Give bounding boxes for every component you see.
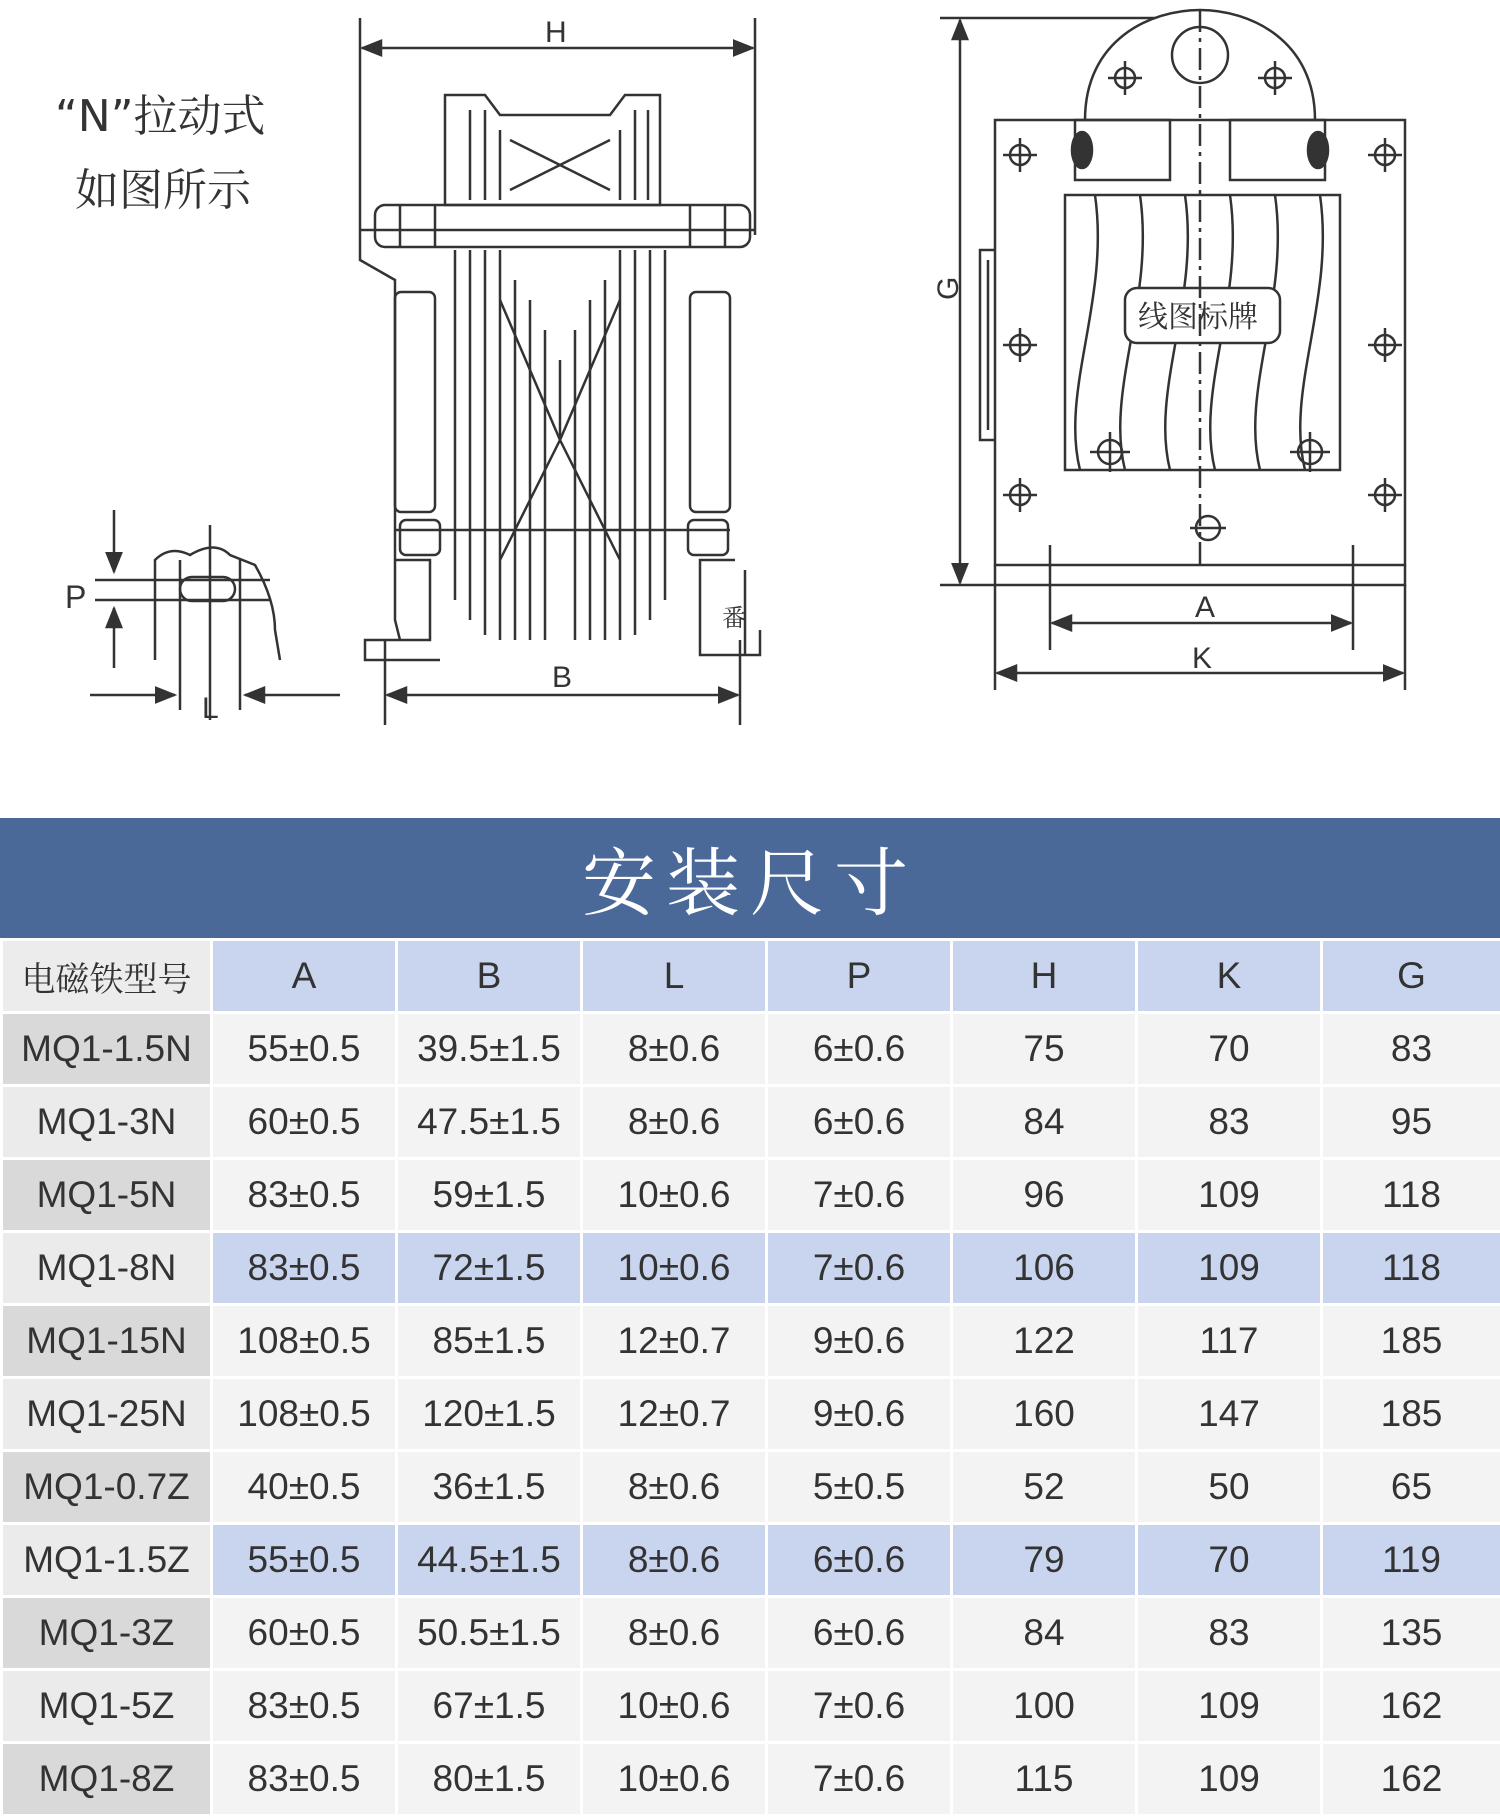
cell-l: 8±0.6	[582, 1597, 767, 1670]
cell-k: 117	[1137, 1305, 1322, 1378]
cell-k: 147	[1137, 1378, 1322, 1451]
table-row	[2, 1597, 1500, 1670]
cell-model: MQ1-5Z	[2, 1670, 212, 1743]
header-g: G	[1322, 940, 1500, 1013]
cell-l: 8±0.6	[582, 1524, 767, 1597]
side-view	[940, 10, 1405, 690]
cell-b: 72±1.5	[397, 1232, 582, 1305]
table-row	[2, 1305, 1500, 1378]
cell-h: 106	[952, 1232, 1137, 1305]
cell-a: 83±0.5	[212, 1159, 397, 1232]
cell-a: 60±0.5	[212, 1597, 397, 1670]
header-h: H	[952, 940, 1137, 1013]
table-row-highlighted	[2, 1524, 1500, 1597]
cell-a: 108±0.5	[212, 1305, 397, 1378]
cell-a: 40±0.5	[212, 1451, 397, 1524]
cell-k: 83	[1137, 1597, 1322, 1670]
cell-b: 59±1.5	[397, 1159, 582, 1232]
cell-g: 118	[1322, 1159, 1500, 1232]
cell-k: 109	[1137, 1232, 1322, 1305]
cell-l: 8±0.6	[582, 1013, 767, 1086]
dim-label-p: P	[65, 579, 86, 615]
cell-b: 36±1.5	[397, 1451, 582, 1524]
dim-label-k: K	[1192, 642, 1212, 675]
cell-g: 119	[1322, 1524, 1500, 1597]
cell-l: 10±0.6	[582, 1670, 767, 1743]
cell-g: 185	[1322, 1378, 1500, 1451]
cell-h: 122	[952, 1305, 1137, 1378]
cell-h: 84	[952, 1597, 1137, 1670]
cell-b: 39.5±1.5	[397, 1013, 582, 1086]
drawing-caption	[55, 80, 266, 228]
header-b: B	[397, 940, 582, 1013]
table-header-row	[2, 940, 1500, 1013]
cell-l: 8±0.6	[582, 1086, 767, 1159]
cell-p: 7±0.6	[767, 1232, 952, 1305]
cell-l: 10±0.6	[582, 1232, 767, 1305]
table-row	[2, 1013, 1500, 1086]
slot-detail	[90, 510, 340, 720]
cell-p: 7±0.6	[767, 1743, 952, 1816]
cell-b: 67±1.5	[397, 1670, 582, 1743]
cell-l: 8±0.6	[582, 1451, 767, 1524]
cell-k: 83	[1137, 1086, 1322, 1159]
table-row	[2, 1743, 1500, 1816]
cell-p: 6±0.6	[767, 1597, 952, 1670]
cell-l: 10±0.6	[582, 1743, 767, 1816]
cell-b: 85±1.5	[397, 1305, 582, 1378]
nameplate-label: 线图标牌	[1138, 300, 1258, 335]
dim-label-l: L	[202, 692, 219, 725]
cell-b: 47.5±1.5	[397, 1086, 582, 1159]
cell-p: 9±0.6	[767, 1378, 952, 1451]
header-k: K	[1137, 940, 1322, 1013]
terminal-mark: 番	[722, 605, 746, 632]
cell-h: 100	[952, 1670, 1137, 1743]
cell-g: 118	[1322, 1232, 1500, 1305]
dim-label-h: H	[545, 16, 567, 49]
cell-h: 84	[952, 1086, 1137, 1159]
cell-g: 162	[1322, 1743, 1500, 1816]
table-row	[2, 1451, 1500, 1524]
cell-g: 185	[1322, 1305, 1500, 1378]
cell-b: 44.5±1.5	[397, 1524, 582, 1597]
header-model: 电磁铁型号	[2, 940, 212, 1013]
cell-g: 65	[1322, 1451, 1500, 1524]
cell-p: 7±0.6	[767, 1670, 952, 1743]
table-row	[2, 1670, 1500, 1743]
cell-model: MQ1-3Z	[2, 1597, 212, 1670]
cell-h: 160	[952, 1378, 1137, 1451]
cell-p: 5±0.5	[767, 1451, 952, 1524]
cell-b: 80±1.5	[397, 1743, 582, 1816]
cell-k: 109	[1137, 1159, 1322, 1232]
table-title: 安装尺寸	[582, 825, 918, 931]
cell-h: 75	[952, 1013, 1137, 1086]
cell-a: 108±0.5	[212, 1378, 397, 1451]
cell-g: 95	[1322, 1086, 1500, 1159]
cell-p: 6±0.6	[767, 1086, 952, 1159]
header-l: L	[582, 940, 767, 1013]
cell-h: 115	[952, 1743, 1137, 1816]
table-row	[2, 1159, 1500, 1232]
cell-h: 79	[952, 1524, 1137, 1597]
cell-model: MQ1-8Z	[2, 1743, 212, 1816]
table-title-bar	[0, 818, 1500, 938]
cell-k: 70	[1137, 1013, 1322, 1086]
dim-label-g: G	[932, 277, 965, 300]
cell-p: 9±0.6	[767, 1305, 952, 1378]
cell-k: 109	[1137, 1670, 1322, 1743]
cell-g: 162	[1322, 1670, 1500, 1743]
cell-a: 83±0.5	[212, 1232, 397, 1305]
cell-g: 135	[1322, 1597, 1500, 1670]
table-row-highlighted	[2, 1232, 1500, 1305]
header-p: P	[767, 940, 952, 1013]
dim-label-b: B	[552, 661, 572, 694]
cell-a: 60±0.5	[212, 1086, 397, 1159]
cell-a: 83±0.5	[212, 1670, 397, 1743]
cell-b: 50.5±1.5	[397, 1597, 582, 1670]
dimension-table	[0, 938, 1500, 1817]
cell-l: 12±0.7	[582, 1378, 767, 1451]
cell-model: MQ1-15N	[2, 1305, 212, 1378]
cell-a: 83±0.5	[212, 1743, 397, 1816]
cell-p: 6±0.6	[767, 1524, 952, 1597]
header-a: A	[212, 940, 397, 1013]
cell-model: MQ1-1.5N	[2, 1013, 212, 1086]
cell-a: 55±0.5	[212, 1524, 397, 1597]
table-row	[2, 1086, 1500, 1159]
caption-line-1: “N”拉动式	[55, 80, 266, 154]
cell-h: 52	[952, 1451, 1137, 1524]
cell-model: MQ1-8N	[2, 1232, 212, 1305]
table-row	[2, 1378, 1500, 1451]
cell-model: MQ1-3N	[2, 1086, 212, 1159]
cell-a: 55±0.5	[212, 1013, 397, 1086]
cell-l: 10±0.6	[582, 1159, 767, 1232]
cell-l: 12±0.7	[582, 1305, 767, 1378]
cell-model: MQ1-1.5Z	[2, 1524, 212, 1597]
front-view	[360, 18, 760, 725]
caption-line-2: 如图所示	[55, 154, 266, 228]
cell-model: MQ1-5N	[2, 1159, 212, 1232]
cell-g: 83	[1322, 1013, 1500, 1086]
cell-k: 70	[1137, 1524, 1322, 1597]
cell-h: 96	[952, 1159, 1137, 1232]
cell-b: 120±1.5	[397, 1378, 582, 1451]
cell-model: MQ1-25N	[2, 1378, 212, 1451]
dim-label-a: A	[1195, 591, 1215, 624]
cell-k: 109	[1137, 1743, 1322, 1816]
cell-k: 50	[1137, 1451, 1322, 1524]
cell-model: MQ1-0.7Z	[2, 1451, 212, 1524]
cell-p: 6±0.6	[767, 1013, 952, 1086]
cell-p: 7±0.6	[767, 1159, 952, 1232]
